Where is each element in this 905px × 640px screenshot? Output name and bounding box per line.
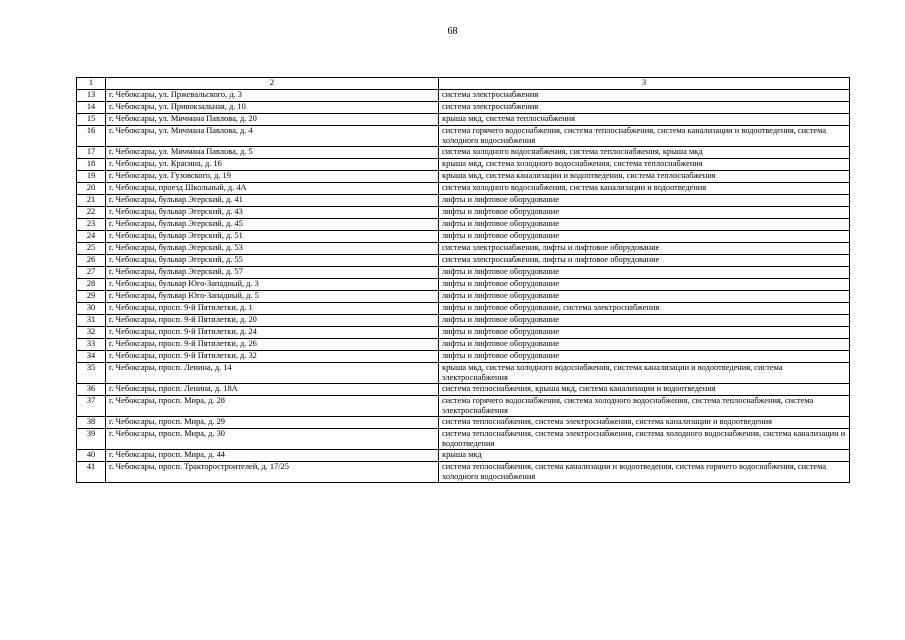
table-row [77,303,850,315]
address-cell: г. Чебоксары, проезд Школьный, д. 4А [106,183,439,195]
table-row [77,450,850,462]
systems-cell: система электроснабжения, лифты и лифтовое оборудование [439,255,850,267]
systems-cell: лифты и лифтовое оборудование, система электроснабжения [439,303,850,315]
table-row [77,315,850,327]
table-row [77,126,850,147]
address-cell: г. Чебоксары, бульвар Эгерский, д. 41 [106,195,439,207]
row-number-cell: 26 [77,255,106,267]
row-number-cell: 38 [77,417,106,429]
systems-cell: лифты и лифтовое оборудование [439,351,850,363]
header-col-2: 2 [106,78,439,90]
row-number-cell: 17 [77,147,106,159]
systems-cell: лифты и лифтовое оборудование [439,231,850,243]
systems-cell: крыша мкд, система холодного водоснабжения, система канализации и водоотведения, система электроснабжения [439,363,850,384]
row-number-cell: 39 [77,429,106,450]
table-row [77,231,850,243]
page-number: 68 [447,26,458,37]
table-row [77,462,850,483]
systems-cell: крыша мкд [439,450,850,462]
header-col-1: 1 [77,78,106,90]
systems-cell: лифты и лифтовое оборудование [439,267,850,279]
table-row [77,114,850,126]
address-cell: г. Чебоксары, просп. Ленина, д. 14 [106,363,439,384]
row-number-cell: 23 [77,219,106,231]
systems-cell: лифты и лифтовое оборудование [439,315,850,327]
table-row [77,339,850,351]
row-number-cell: 32 [77,327,106,339]
row-number-cell: 20 [77,183,106,195]
systems-cell: система теплоснабжения, крыша мкд, система канализации и водоотведения [439,384,850,396]
row-number-cell: 19 [77,171,106,183]
table-header-row [77,78,850,90]
row-number-cell: 41 [77,462,106,483]
table-row [77,207,850,219]
table-row [77,219,850,231]
address-cell: г. Чебоксары, бульвар Эгерский, д. 51 [106,231,439,243]
table-row [77,159,850,171]
address-cell: г. Чебоксары, бульвар Эгерский, д. 55 [106,255,439,267]
row-number-cell: 22 [77,207,106,219]
systems-cell: крыша мкд, система теплоснабжения [439,114,850,126]
systems-cell: лифты и лифтовое оборудование [439,195,850,207]
systems-cell: лифты и лифтовое оборудование [439,327,850,339]
row-number-cell: 35 [77,363,106,384]
address-cell: г. Чебоксары, ул. Мичмана Павлова, д. 4 [106,126,439,147]
table-row [77,267,850,279]
address-cell: г. Чебоксары, просп. Мира, д. 44 [106,450,439,462]
address-cell: г. Чебоксары, просп. 9-й Пятилетки, д. 26 [106,339,439,351]
table-row [77,396,850,417]
address-cell: г. Чебоксары, просп. 9-й Пятилетки, д. 20 [106,315,439,327]
row-number-cell: 31 [77,315,106,327]
address-cell: г. Чебоксары, ул. Гузовского, д. 19 [106,171,439,183]
address-cell: г. Чебоксары, просп. 9-й Пятилетки, д. 1 [106,303,439,315]
address-cell: г. Чебоксары, ул. Красина, д. 16 [106,159,439,171]
row-number-cell: 16 [77,126,106,147]
table-row [77,255,850,267]
address-cell: г. Чебоксары, бульвар Эгерский, д. 53 [106,243,439,255]
address-cell: г. Чебоксары, ул. Пржевальского, д. 3 [106,90,439,102]
row-number-cell: 40 [77,450,106,462]
table-row [77,279,850,291]
address-cell: г. Чебоксары, ул. Мичмана Павлова, д. 20 [106,114,439,126]
table-row [77,147,850,159]
table-row [77,327,850,339]
row-number-cell: 14 [77,102,106,114]
address-cell: г. Чебоксары, просп. Ленина, д. 18А [106,384,439,396]
systems-cell: крыша мкд, система канализации и водоотведения, система теплоснабжения [439,171,850,183]
table-row [77,195,850,207]
table-body [77,78,850,483]
systems-cell: система электроснабжения, лифты и лифтовое оборудование [439,243,850,255]
systems-cell: лифты и лифтовое оборудование [439,219,850,231]
row-number-cell: 37 [77,396,106,417]
row-number-cell: 27 [77,267,106,279]
address-cell: г. Чебоксары, просп. 9-й Пятилетки, д. 32 [106,351,439,363]
table-row [77,183,850,195]
table-row [77,363,850,384]
row-number-cell: 21 [77,195,106,207]
address-cell: г. Чебоксары, просп. Мира, д. 28 [106,396,439,417]
row-number-cell: 24 [77,231,106,243]
table-row [77,384,850,396]
systems-cell: лифты и лифтовое оборудование [439,207,850,219]
row-number-cell: 25 [77,243,106,255]
address-cell: г. Чебоксары, просп. Мира, д. 30 [106,429,439,450]
table-row [77,417,850,429]
row-number-cell: 33 [77,339,106,351]
row-number-cell: 34 [77,351,106,363]
table-row [77,351,850,363]
systems-cell: система теплоснабжения, система электроснабжения, система холодного водоснабжения, система канализации и водоотведения [439,429,850,450]
systems-cell: система электроснабжения [439,102,850,114]
table-row [77,243,850,255]
table-row [77,171,850,183]
address-cell: г. Чебоксары, просп. Тракторостроителей, д. 17/25 [106,462,439,483]
address-cell: г. Чебоксары, просп. Мира, д. 29 [106,417,439,429]
systems-cell: система электроснабжения [439,90,850,102]
table-row [77,102,850,114]
systems-cell: система теплоснабжения, система канализации и водоотведения, система горячего водоснабжения, система холодного водоснабжения [439,462,850,483]
row-number-cell: 18 [77,159,106,171]
systems-cell: лифты и лифтовое оборудование [439,291,850,303]
table-row [77,429,850,450]
row-number-cell: 30 [77,303,106,315]
address-cell: г. Чебоксары, бульвар Юго-Западный, д. 3 [106,279,439,291]
address-cell: г. Чебоксары, бульвар Эгерский, д. 57 [106,267,439,279]
repair-objects-table [76,77,850,483]
address-cell: г. Чебоксары, бульвар Эгерский, д. 43 [106,207,439,219]
row-number-cell: 29 [77,291,106,303]
address-cell: г. Чебоксары, ул. Мичмана Павлова, д. 5 [106,147,439,159]
systems-cell: система теплоснабжения, система электроснабжения, система канализации и водоотведения [439,417,850,429]
systems-cell: крыша мкд, система холодного водоснабжения, система теплоснабжения [439,159,850,171]
address-cell: г. Чебоксары, просп. 9-й Пятилетки, д. 24 [106,327,439,339]
address-cell: г. Чебоксары, бульвар Юго-Западный, д. 5 [106,291,439,303]
row-number-cell: 36 [77,384,106,396]
table-row [77,90,850,102]
systems-cell: система холодного водоснабжения, система канализации и водоотведения [439,183,850,195]
systems-cell: лифты и лифтовое оборудование [439,339,850,351]
table-row [77,291,850,303]
address-cell: г. Чебоксары, ул. Привокзальная, д. 10 [106,102,439,114]
address-cell: г. Чебоксары, бульвар Эгерский, д. 45 [106,219,439,231]
systems-cell: система горячего водоснабжения, система теплоснабжения, система канализации и водоотведения, система холодного водоснабжения [439,126,850,147]
header-col-3: 3 [439,78,850,90]
row-number-cell: 13 [77,90,106,102]
systems-cell: система горячего водоснабжения, система холодного водоснабжения, система теплоснабжения, система электроснабжения [439,396,850,417]
row-number-cell: 28 [77,279,106,291]
row-number-cell: 15 [77,114,106,126]
systems-cell: система холодного водоснабжения, система теплоснабжения, крыша мкд [439,147,850,159]
systems-cell: лифты и лифтовое оборудование [439,279,850,291]
